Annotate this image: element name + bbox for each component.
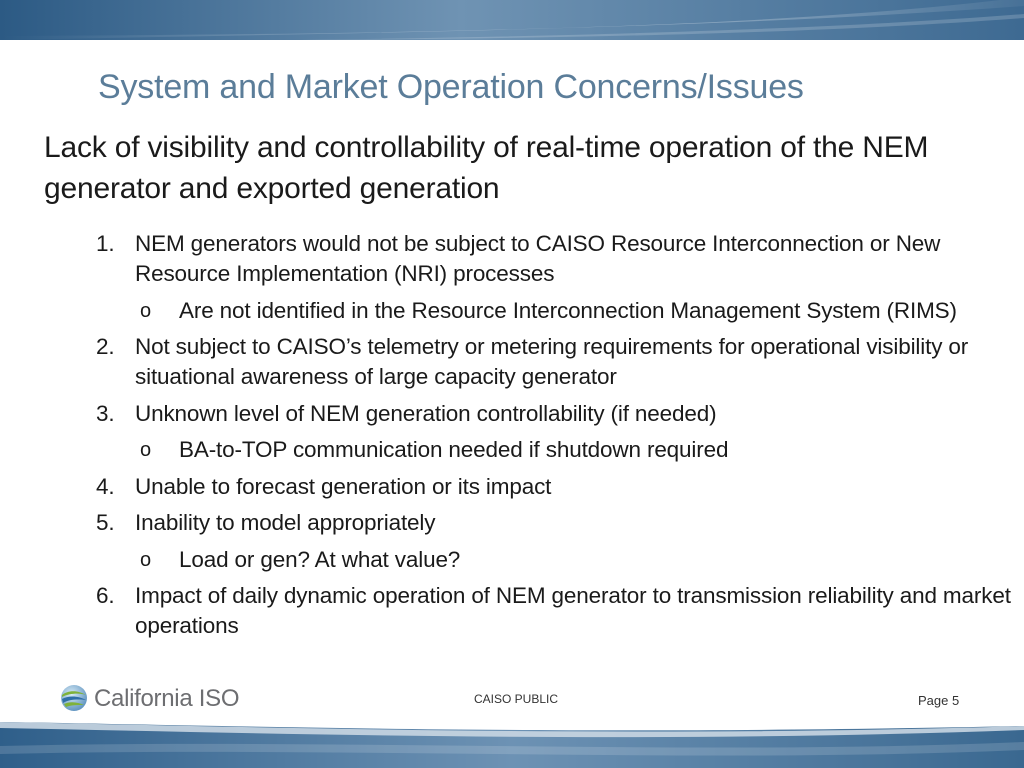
sub-bullet-item: [0, 545, 1024, 575]
slide-title: System and Market Operation Concerns/Issues: [98, 68, 804, 106]
top-banner-graphic: [0, 0, 1024, 40]
item-number: 3.: [96, 400, 115, 426]
item-number: 1.: [96, 231, 115, 256]
item-text: NEM generators would not be subject to CAISO Resource Interconnection or New Resource Implementation (NRI) processes: [135, 231, 941, 286]
item-text: Impact of daily dynamic operation of NEM generator to transmission reliability and market operations: [135, 583, 1011, 638]
sub-bullet-item: [0, 296, 1024, 326]
item-text: Unknown level of NEM generation controllability (if needed): [135, 400, 717, 426]
bullet-marker: o: [140, 439, 151, 461]
item-text: Unable to forecast generation or its impact: [135, 473, 552, 499]
item-number: 4.: [96, 473, 115, 499]
top-banner: [0, 0, 1024, 40]
page-number: Page 5: [918, 693, 960, 708]
bottom-banner: [0, 716, 1024, 768]
logo-text: California ISO: [94, 685, 240, 712]
numbered-item: [0, 581, 1024, 641]
numbered-item: [0, 332, 1024, 392]
numbered-item: [0, 472, 1024, 502]
sub-bullet-item: [0, 435, 1024, 465]
classification-label: CAISO PUBLIC: [474, 692, 559, 706]
california-iso-logo: [60, 684, 240, 714]
item-text: Not subject to CAISO’s telemetry or metering requirements for operational visibility or situational awareness of large capacity generator: [135, 334, 969, 389]
numbered-item: [0, 508, 1024, 538]
item-text: Inability to model appropriately: [135, 510, 436, 535]
numbered-item: [0, 229, 1024, 289]
globe-logo-icon: [60, 684, 88, 712]
item-text: Are not identified in the Resource Interconnection Management System (RIMS): [179, 297, 957, 323]
bullet-marker: o: [140, 548, 151, 571]
bullet-marker: o: [140, 299, 151, 322]
item-number: 2.: [96, 334, 115, 359]
numbered-item: [0, 399, 1024, 429]
item-number: 5.: [96, 510, 115, 535]
slide-subtitle: Lack of visibility and controllability of real-time operation of the NEM generator and exported generation: [44, 131, 929, 205]
bottom-banner-graphic: [0, 716, 1024, 768]
item-text: Load or gen? At what value?: [179, 546, 461, 572]
item-number: 6.: [96, 583, 115, 608]
item-text: BA-to-TOP communication needed if shutdown required: [179, 437, 729, 462]
issue-list: [0, 229, 1024, 641]
